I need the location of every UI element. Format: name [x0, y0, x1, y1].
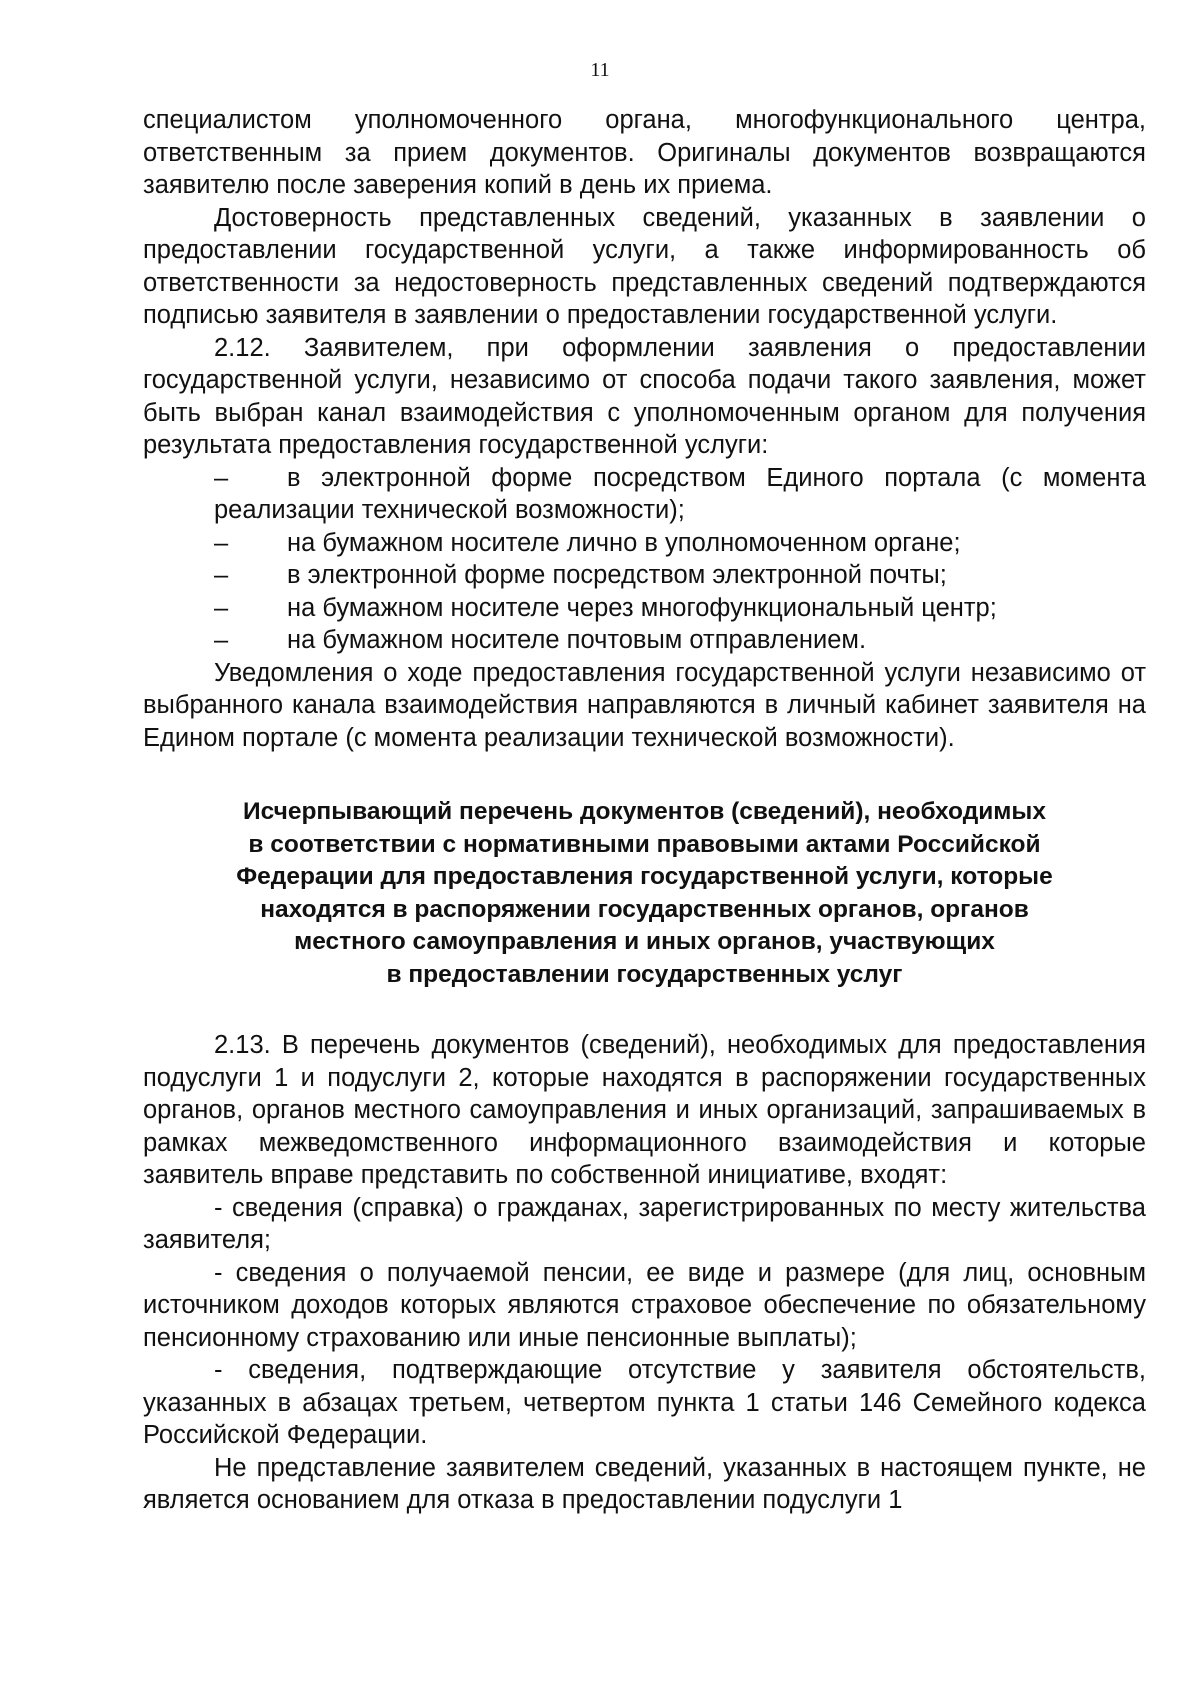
list-item: [143, 592, 1146, 625]
dash-marker: –: [214, 593, 229, 622]
dash-marker: –: [214, 626, 229, 654]
paragraph-continuation: специалистом уполномоченного органа, многофункционального центра, ответственным за прием документов. Оригиналы документов возвращаются заявителю после заверения копий в день их приема.: [143, 106, 1146, 199]
paragraph-non-submission: Не представление заявителем сведений, указанных в настоящем пункте, не является основанием для отказа в предоставлении подуслуги 1: [143, 1453, 1146, 1514]
paragraph-family-code-info: - сведения, подтверждающие отсутствие у заявителя обстоятельств, указанных в абзацах третьем, четвертом пункта 1 статьи 146 Семейного кодекса Российской Федерации.: [143, 1356, 1146, 1449]
channel-list: [143, 462, 1146, 657]
document-body: [143, 104, 1146, 1517]
list-item-text: на бумажном носителе почтовым отправлением.: [287, 626, 867, 654]
list-item: [143, 624, 1146, 657]
section-heading: [143, 796, 1146, 991]
heading-line: Федерации для предоставления государственной услуги, которые: [236, 863, 1053, 890]
paragraph-2-12: 2.12. Заявителем, при оформлении заявления о предоставлении государственной услуги, независимо от способа подачи такого заявления, может быть выбран канал взаимодействия с уполномоченным органом для получения результата предоставления государственной услуги:: [143, 333, 1146, 459]
paragraph-2-13: 2.13. В перечень документов (сведений), необходимых для предоставления подуслуги 1 и подуслуги 2, которые находятся в распоряжении государственных органов, органов местного самоуправления и иных организаций, запрашиваемых в рамках межведомственного информационного взаимодействия и которые заявитель вправе представить по собственной инициативе, входят:: [143, 1031, 1146, 1189]
list-item: [143, 559, 1146, 592]
heading-line: в предоставлении государственных услуг: [386, 960, 903, 988]
heading-line: Исчерпывающий перечень документов (сведений), необходимых: [243, 798, 1046, 825]
heading-line: местного самоуправления и иных органов, участвующих: [294, 928, 995, 955]
list-item-text: в электронной форме посредством Единого портала (с момента реализации технической возможности);: [214, 463, 1146, 524]
list-item-text: в электронной форме посредством электронной почты;: [287, 561, 947, 589]
dash-marker: –: [214, 528, 229, 557]
list-item: [143, 462, 1146, 527]
paragraph-notifications: Уведомления о ходе предоставления государственной услуги независимо от выбранного канала взаимодействия направляются в личный кабинет заявителя на Едином портале (с момента реализации технической возможности).: [143, 658, 1146, 752]
paragraph-reliability: Достоверность представленных сведений, указанных в заявлении о предоставлении государственной услуги, а также информированность об ответственности за недостоверность представленных сведений подтверждаются подписью заявителя в заявлении о предоставлении государственной услуги.: [143, 203, 1146, 329]
heading-line: находятся в распоряжении государственных органов, органов: [260, 895, 1029, 923]
paragraph-residence-info: - сведения (справка) о гражданах, зарегистрированных по месту жительства заявителя;: [143, 1193, 1146, 1254]
page-number: 11: [590, 59, 610, 81]
list-item-text: на бумажном носителе через многофункциональный центр;: [287, 593, 997, 622]
dash-marker: –: [214, 463, 229, 492]
list-item-text: на бумажном носителе лично в уполномоченном органе;: [287, 528, 961, 557]
dash-marker: –: [214, 561, 229, 589]
heading-line: в соответствии с нормативными правовыми актами Российской: [248, 830, 1041, 858]
list-item: [143, 527, 1146, 560]
paragraph-pension-info: - сведения о получаемой пенсии, ее виде и размере (для лиц, основным источником доходов которых являются страховое обеспечение по обязательному пенсионному страхованию или иные пенсионные выплаты);: [143, 1258, 1146, 1352]
